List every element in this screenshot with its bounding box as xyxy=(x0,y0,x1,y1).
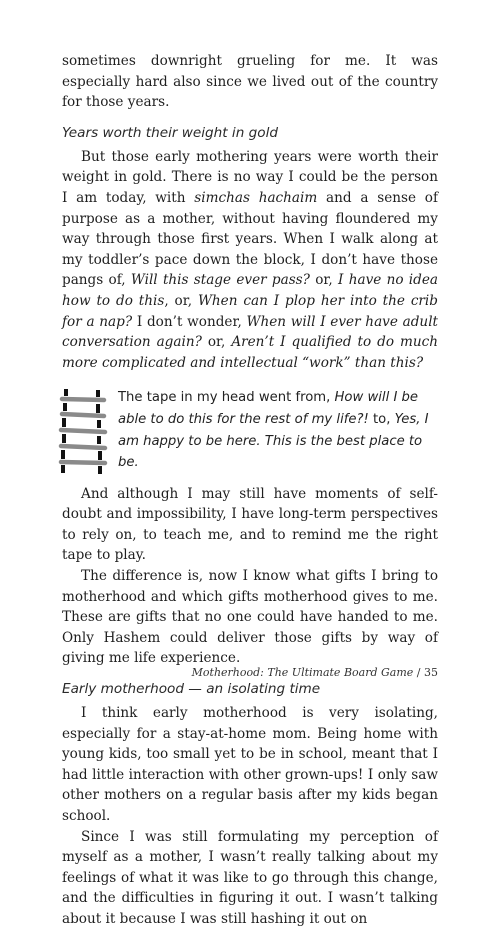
p2-text-c: and a sense of purpose as a mother, without having floundered my way through those first years. When I walk along at my toddler’s pace down the block, I don’t have those pangs of, xyxy=(62,189,438,289)
p2-italic-b: simchas hachaim xyxy=(194,189,318,206)
paragraph-6: Since I was still formulating my perception of myself as a mother, I wasn’t really talking about my feelings of what it was like to go through this change, and the difficulties in figuring it out. I wasn’t talking about it because I was still hashing it out on xyxy=(62,828,438,927)
callout-text-c: to, xyxy=(368,411,395,427)
paragraph-3: And although I may still have moments of self-doubt and impossibility, I have long-term perspectives to rely on, to teach me, and to remind me the right tape to play. xyxy=(62,485,438,564)
section-heading-2: Early motherhood — an isolating time xyxy=(62,681,321,698)
paragraph-4: The difference is, now I know what gifts I bring to motherhood and which gifts motherhood gives to me. These are gifts that no one could have handed to me. Only Hashem could deliver those gifts by way of giving me life experience. xyxy=(62,568,438,667)
callout-box xyxy=(62,387,438,473)
running-footer xyxy=(192,666,438,680)
p2-italic-l: Aren’t I qualified to do much more complicated and intellectual “work” than this? xyxy=(62,334,438,371)
callout-text xyxy=(118,387,438,473)
footer-separator: / xyxy=(413,666,424,679)
paragraph-1: sometimes downright grueling for me. It was especially hard also since we lived out of the country for those years. xyxy=(62,53,438,111)
p2-italic-h: When can I plop her into the crib for a nap? xyxy=(62,292,438,330)
section-heading-1: Years worth their weight in gold xyxy=(62,124,278,141)
p2-italic-f: I have no idea how to do this xyxy=(62,272,438,309)
p2-text-i: I don’t wonder, xyxy=(132,313,247,330)
callout-italic-d: Yes, I am happy to be here. This is the best place to be. xyxy=(118,411,429,471)
page-body xyxy=(62,51,438,930)
callout-italic-b: How will I be able to do this for the rest of my life?! xyxy=(118,390,419,427)
callout-text-a: The tape in my head went from, xyxy=(118,390,335,406)
ladder-icon xyxy=(58,387,110,475)
p2-text-k: or, xyxy=(201,334,232,351)
p2-text-g: , or, xyxy=(164,292,198,309)
p2-text-e: or, xyxy=(309,272,339,289)
p2-italic-d: Will this stage ever pass? xyxy=(130,272,310,289)
p2-text-a: But those early mothering years were worth their weight in gold. There is no way I could be the person I am today, with xyxy=(62,148,438,206)
footer-book-title: Motherhood: The Ultimate Board Game xyxy=(191,666,414,679)
paragraph-5: I think early motherhood is very isolating, especially for a stay-at-home mom. Being home with young kids, too small yet to be in school, meant that I had little interaction with other grown-ups! I only saw other mothers on a regular basis after my kids began school. xyxy=(62,705,438,824)
p2-italic-j: When will I ever have adult conversation again? xyxy=(62,313,439,351)
paragraph-2 xyxy=(62,147,438,374)
footer-page-number: 35 xyxy=(424,666,438,679)
